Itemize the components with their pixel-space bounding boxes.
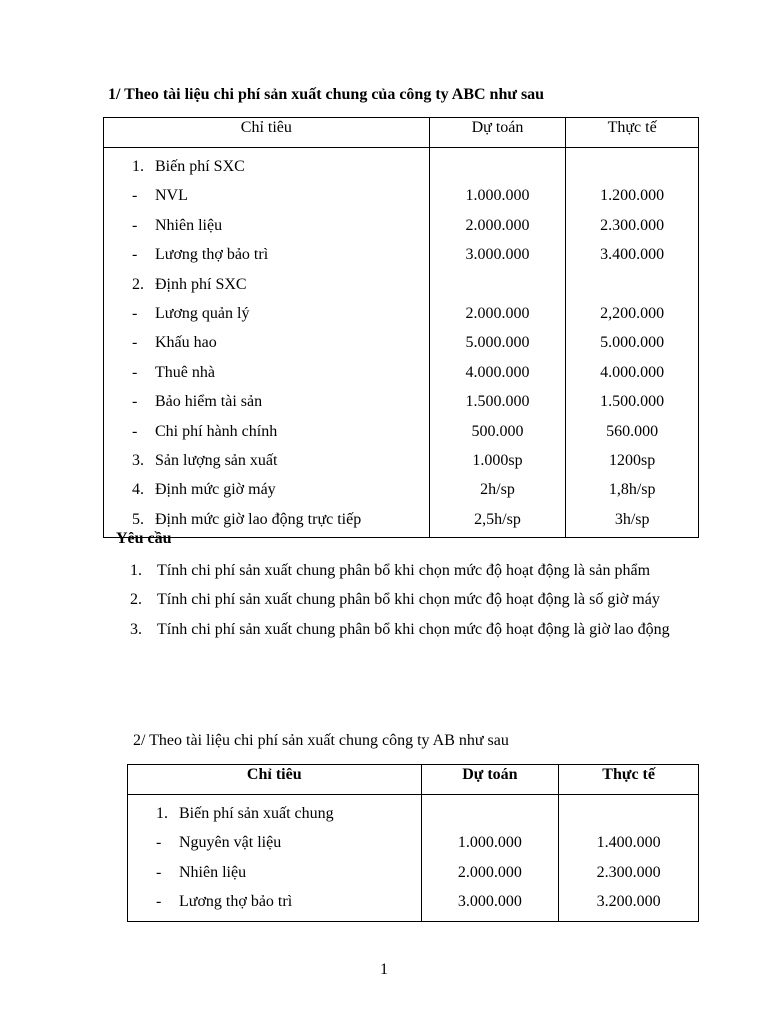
item-label: Lương quản lý bbox=[155, 304, 250, 322]
item-label: Khấu hao bbox=[155, 334, 217, 352]
budget-value: 2.000.000 bbox=[465, 216, 530, 234]
budget-value: 4.000.000 bbox=[465, 363, 530, 381]
table-body-row bbox=[104, 148, 699, 538]
list-marker: 1. bbox=[156, 805, 168, 822]
budget-value bbox=[422, 799, 559, 828]
actual-value: 1,8h/sp bbox=[608, 481, 656, 499]
item-label: Sản lượng sản xuất bbox=[155, 451, 278, 469]
list-item bbox=[128, 799, 421, 828]
item-label: Định mức giờ lao động trực tiếp bbox=[155, 510, 362, 528]
list-item bbox=[104, 328, 429, 357]
item-label: Biến phí sản xuất chung bbox=[179, 805, 334, 822]
section2-table bbox=[127, 764, 699, 922]
list-marker: - bbox=[132, 216, 138, 234]
actual-value: 1.200.000 bbox=[600, 187, 665, 205]
list-marker: - bbox=[132, 246, 138, 264]
budget-value: 2h/sp bbox=[480, 481, 515, 499]
budget-value: 500.000 bbox=[471, 422, 524, 440]
budget-value: 1.000.000 bbox=[465, 187, 530, 205]
requirement-number: 3. bbox=[130, 620, 142, 638]
list-item bbox=[104, 299, 429, 328]
list-marker: - bbox=[132, 187, 138, 205]
list-item bbox=[128, 828, 421, 857]
list-marker: 1. bbox=[132, 158, 144, 175]
section1-title: 1/ Theo tài liệu chi phí sản xuất chung của công ty ABC như sau bbox=[108, 86, 545, 103]
table-header-row bbox=[104, 118, 699, 148]
list-marker: - bbox=[132, 422, 138, 440]
header-budget: Dự toán bbox=[421, 765, 559, 795]
page-number: 1 bbox=[380, 961, 388, 978]
item-label: Định phí SXC bbox=[155, 275, 247, 293]
budget-value: 3.000.000 bbox=[465, 246, 530, 264]
budget-value: 2,5h/sp bbox=[474, 510, 521, 528]
list-marker: - bbox=[132, 334, 138, 352]
requirements-list bbox=[130, 556, 710, 644]
table-header-row bbox=[128, 765, 699, 795]
header-indicator: Chỉ tiêu bbox=[104, 118, 430, 148]
budget-value: 2.000.000 bbox=[465, 304, 530, 322]
list-marker: 2. bbox=[132, 275, 144, 293]
budget-value bbox=[430, 270, 566, 299]
header-indicator: Chỉ tiêu bbox=[128, 765, 422, 795]
budget-value: 3.000.000 bbox=[457, 893, 522, 911]
header-actual: Thực tế bbox=[559, 765, 699, 795]
list-marker: - bbox=[156, 834, 162, 852]
budget-value bbox=[430, 152, 566, 181]
list-item bbox=[104, 358, 429, 387]
requirement-number: 1. bbox=[130, 562, 142, 579]
actual-value: 4.000.000 bbox=[600, 363, 665, 381]
requirement-item bbox=[130, 585, 710, 614]
list-item bbox=[104, 475, 429, 504]
list-item bbox=[104, 211, 429, 240]
list-item bbox=[104, 417, 429, 446]
header-actual: Thực tế bbox=[566, 118, 699, 148]
actual-value: 3.200.000 bbox=[596, 893, 661, 911]
list-item bbox=[128, 887, 421, 916]
list-item bbox=[104, 446, 429, 475]
list-marker: - bbox=[132, 393, 138, 411]
actual-value: 2.300.000 bbox=[600, 216, 665, 234]
item-label: Định mức giờ máy bbox=[155, 481, 276, 499]
actual-value: 560.000 bbox=[606, 422, 659, 440]
list-item bbox=[104, 152, 429, 181]
budget-value: 1.000.000 bbox=[457, 834, 522, 852]
list-item bbox=[104, 270, 429, 299]
item-label: NVL bbox=[155, 187, 188, 205]
item-label: Thuê nhà bbox=[155, 363, 215, 381]
item-label: Lương thợ bảo trì bbox=[155, 246, 269, 264]
requirements-title: Yêu cầu bbox=[116, 530, 172, 547]
actual-column bbox=[566, 148, 699, 538]
requirement-number: 2. bbox=[130, 591, 142, 609]
list-item bbox=[104, 240, 429, 269]
budget-value: 2.000.000 bbox=[457, 863, 522, 881]
item-label: Biến phí SXC bbox=[155, 158, 245, 175]
actual-value: 2.300.000 bbox=[596, 863, 661, 881]
header-budget: Dự toán bbox=[429, 118, 566, 148]
actual-value: 3.400.000 bbox=[600, 246, 665, 264]
section2-title: 2/ Theo tài liệu chi phí sản xuất chung công ty AB như sau bbox=[133, 732, 509, 749]
list-marker: - bbox=[132, 304, 138, 322]
item-label: Chi phí hành chính bbox=[155, 422, 278, 440]
budget-column bbox=[421, 795, 559, 922]
item-label: Nguyên vật liệu bbox=[179, 834, 282, 852]
budget-value: 5.000.000 bbox=[465, 334, 530, 352]
requirement-text: Tính chi phí sản xuất chung phân bổ khi chọn mức độ hoạt động là số giờ máy bbox=[157, 591, 660, 609]
actual-column bbox=[559, 795, 699, 922]
requirement-text: Tính chi phí sản xuất chung phân bổ khi chọn mức độ hoạt động là giờ lao động bbox=[157, 620, 670, 638]
actual-value bbox=[566, 152, 698, 181]
actual-value: 5.000.000 bbox=[600, 334, 665, 352]
actual-value: 1.500.000 bbox=[600, 393, 665, 411]
actual-value bbox=[559, 799, 698, 828]
actual-value bbox=[566, 270, 698, 299]
list-marker: - bbox=[156, 893, 162, 911]
list-marker: 3. bbox=[132, 451, 144, 469]
list-marker: - bbox=[156, 863, 162, 881]
budget-value: 1.500.000 bbox=[465, 393, 530, 411]
list-marker: 4. bbox=[132, 481, 144, 499]
actual-value: 1.400.000 bbox=[596, 834, 661, 852]
budget-column bbox=[429, 148, 566, 538]
list-item bbox=[104, 387, 429, 416]
item-label: Nhiên liệu bbox=[155, 216, 223, 234]
actual-value: 1200sp bbox=[609, 451, 656, 469]
requirement-item bbox=[130, 615, 710, 644]
table-body-row bbox=[128, 795, 699, 922]
actual-value: 3h/sp bbox=[614, 510, 650, 528]
requirement-item bbox=[130, 556, 710, 585]
budget-value: 1.000sp bbox=[472, 451, 523, 469]
list-marker: 5. bbox=[132, 510, 144, 528]
indicator-column bbox=[128, 795, 422, 922]
actual-value: 2,200.000 bbox=[600, 304, 665, 322]
section1-table bbox=[103, 117, 699, 538]
list-item bbox=[128, 858, 421, 887]
item-label: Bảo hiểm tài sản bbox=[155, 393, 263, 411]
item-label: Lương thợ bảo trì bbox=[179, 893, 293, 911]
item-label: Nhiên liệu bbox=[179, 863, 247, 881]
list-item bbox=[104, 181, 429, 210]
list-marker: - bbox=[132, 363, 138, 381]
indicator-column bbox=[104, 148, 430, 538]
requirement-text: Tính chi phí sản xuất chung phân bổ khi chọn mức độ hoạt động là sản phẩm bbox=[157, 562, 651, 579]
